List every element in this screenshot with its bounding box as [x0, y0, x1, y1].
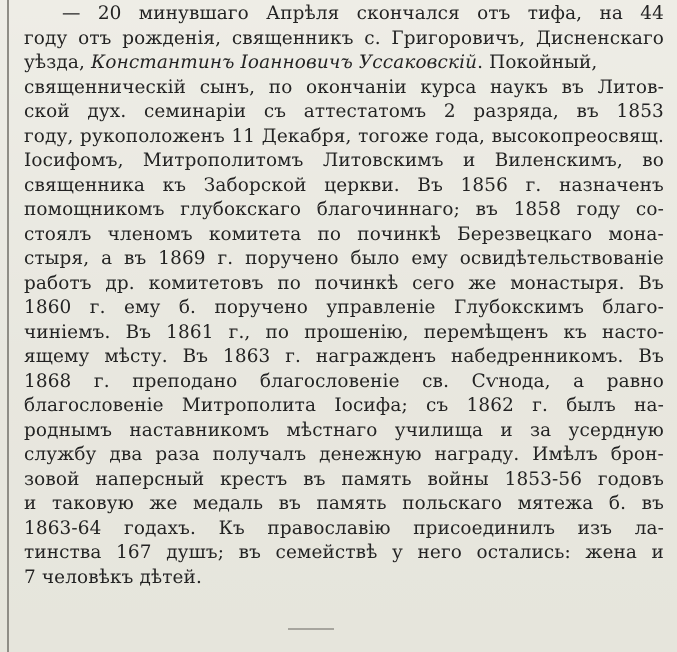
word: въ: [278, 493, 301, 514]
word: аттестатомъ: [303, 101, 427, 122]
article-line-16: [24, 370, 664, 395]
word: св.: [422, 370, 450, 392]
word: присоединилъ: [413, 517, 556, 539]
word: монастыря.: [510, 272, 625, 294]
word: 1862: [466, 395, 514, 416]
word: къ: [162, 174, 187, 196]
article-line-15: [24, 345, 664, 370]
word: наперсный: [95, 468, 205, 490]
word: мона-: [608, 223, 664, 245]
word: и: [651, 542, 664, 563]
word: тогоже: [358, 125, 429, 147]
word: скончался: [356, 3, 460, 24]
word: жена: [585, 542, 637, 563]
article-line-12: [24, 272, 664, 297]
word: церкви.: [324, 174, 400, 196]
word: Митрополитомъ: [142, 150, 304, 171]
word: Іосифомъ,: [24, 150, 124, 171]
word: —: [62, 3, 81, 24]
word: др.: [105, 272, 135, 294]
word: благословеніе: [24, 395, 164, 416]
word: роднымъ: [24, 419, 113, 441]
word: ла-: [634, 517, 664, 539]
word: съ: [263, 101, 287, 122]
word: священническій: [24, 76, 187, 98]
word: дух.: [87, 101, 127, 122]
word: минувшаго: [138, 3, 249, 24]
word: Заборской: [203, 174, 307, 196]
word: въ: [561, 76, 585, 98]
article-line-19: [24, 443, 664, 468]
word: благословеніе: [259, 370, 400, 392]
word: священника: [24, 174, 145, 196]
word: а: [101, 248, 113, 269]
word: въ: [641, 493, 664, 514]
word: поручено: [214, 297, 308, 318]
word: г.: [532, 395, 548, 416]
word: наукъ: [490, 76, 549, 98]
word: Дисненскаго: [535, 27, 664, 49]
word: рукоположенъ: [80, 125, 225, 147]
word: 1863-64: [24, 517, 102, 539]
word: перемѣщенъ: [423, 321, 549, 343]
word: въ: [576, 101, 599, 122]
word: г.: [217, 248, 234, 269]
word: насто-: [602, 321, 664, 343]
word: священникъ: [231, 27, 354, 49]
line-text: . Покойный,: [477, 52, 598, 73]
word: починкѣ: [357, 223, 441, 245]
word: г.,: [228, 321, 251, 343]
article-line-3: [24, 51, 664, 76]
word: 1869: [158, 248, 206, 269]
word: на-: [634, 395, 664, 416]
word: зовой: [24, 468, 80, 490]
word: ящему: [24, 346, 90, 367]
word: въ: [303, 468, 326, 490]
word: Березвецкаго: [457, 223, 593, 245]
word: 1853: [616, 101, 664, 122]
word: 1853-56: [504, 468, 583, 490]
word: же: [468, 272, 497, 294]
word: денежную: [319, 444, 422, 465]
word: и: [24, 493, 37, 514]
word: отъ: [78, 27, 112, 49]
word: г.: [525, 174, 542, 196]
word: ской: [24, 101, 70, 122]
word: г.: [89, 297, 106, 318]
word: сынъ,: [199, 76, 256, 98]
word: на: [599, 3, 623, 24]
word: получалъ: [212, 444, 307, 465]
word: Въ: [125, 321, 152, 343]
word: чиніемъ.: [24, 321, 111, 343]
word: Въ: [417, 174, 443, 196]
word: православію: [267, 517, 391, 539]
word: Въ: [638, 272, 664, 294]
word: году: [24, 27, 68, 49]
word: Литов-: [597, 76, 664, 98]
word: назначенъ: [559, 174, 664, 196]
word: работъ: [24, 272, 92, 294]
word: за: [530, 419, 552, 441]
word: 1856: [460, 174, 508, 196]
word: въ: [124, 248, 147, 269]
word: мѣстнаго: [286, 419, 378, 441]
article-line-5: [24, 100, 664, 125]
word: г.: [285, 346, 302, 367]
word: по: [265, 321, 290, 343]
word: г.: [93, 370, 110, 392]
word: ему: [123, 297, 161, 318]
word: раза: [155, 444, 200, 465]
word: окончаніи: [306, 76, 407, 98]
word: же: [149, 493, 178, 514]
word: годахъ.: [124, 517, 197, 539]
word: остались:: [476, 542, 571, 563]
word: набедренникомъ.: [450, 346, 624, 367]
word: Въ: [638, 346, 664, 367]
word: 1861: [166, 321, 214, 343]
word: память: [316, 493, 387, 514]
word: Виленскимъ,: [494, 150, 623, 171]
word: б.: [178, 297, 197, 318]
word: стоялъ: [24, 223, 92, 245]
word: с.: [364, 27, 381, 49]
word: Сѵнода,: [471, 370, 551, 392]
article-line-14: [24, 321, 664, 346]
word: училища: [394, 419, 484, 441]
article-line-22: [24, 517, 664, 542]
word: наставникомъ: [129, 419, 270, 441]
line-text: уѣзда,: [24, 52, 85, 73]
word: разряда,: [473, 101, 559, 122]
word: со-: [635, 199, 664, 220]
word: по: [277, 272, 301, 294]
word: а: [573, 370, 585, 392]
word: Литовскимъ: [322, 150, 444, 171]
word: было: [350, 248, 400, 269]
word: изъ: [577, 517, 613, 539]
word: по: [317, 223, 342, 245]
word: Въ: [182, 346, 209, 367]
word: Декабря,: [261, 125, 352, 147]
word: по: [268, 76, 293, 98]
word: починкѣ: [314, 272, 399, 294]
article-line-8: [24, 174, 664, 199]
word: былъ: [566, 395, 616, 416]
word: брон-: [610, 444, 664, 465]
article-line-13: [24, 296, 664, 321]
article-line-6: [24, 125, 664, 150]
word: 1863: [223, 346, 271, 367]
word: помощникомъ: [24, 199, 165, 220]
word: управленіе: [326, 297, 436, 318]
word: 11: [231, 125, 256, 147]
word: Митрополита: [181, 395, 317, 416]
word: польскаго: [402, 493, 503, 514]
word: награду.: [434, 444, 520, 465]
line-text: 7 человѣкъ дѣтей.: [24, 566, 202, 588]
word: награжденъ: [315, 346, 437, 367]
article-line-11: [24, 247, 664, 272]
word: съ: [426, 395, 449, 416]
word: ему: [411, 248, 448, 269]
word: глубокскаго: [180, 199, 302, 220]
word: него: [417, 542, 462, 563]
obituary-article: [24, 2, 664, 590]
word: тинства: [24, 542, 102, 563]
word: къ: [563, 321, 587, 343]
article-line-1: [24, 2, 664, 27]
word: Глубокскимъ: [453, 297, 585, 318]
word: Имѣлъ: [532, 444, 598, 465]
word: семинаріи: [143, 101, 247, 122]
word: службу: [24, 444, 97, 465]
word: равно: [606, 370, 664, 392]
word: въ: [475, 199, 499, 220]
word: 1868: [24, 370, 72, 392]
left-column-rule: [7, 0, 9, 652]
word: Къ: [218, 517, 245, 539]
word: благочиннаго;: [316, 199, 460, 220]
word: и: [462, 150, 476, 171]
word: семействѣ: [275, 542, 378, 563]
word: комитетовъ: [148, 272, 264, 294]
word: тифа,: [527, 3, 583, 24]
article-line-7: [24, 149, 664, 174]
article-line-24: [24, 566, 664, 591]
word: преподано: [132, 370, 238, 392]
word: Іосифа;: [334, 395, 408, 416]
word: 2: [443, 101, 456, 122]
word: душъ;: [166, 542, 225, 563]
word: году,: [24, 125, 74, 147]
word: поручено: [245, 248, 339, 269]
word: года,: [435, 125, 485, 147]
word: память: [341, 468, 412, 490]
end-of-article-dash: [288, 628, 334, 630]
word: прошенію,: [304, 321, 409, 343]
word: Апрѣля: [266, 3, 340, 24]
word: войны: [427, 468, 489, 490]
article-line-18: [24, 419, 664, 444]
word: высокопреосвящ.: [491, 125, 664, 147]
word: въ: [238, 542, 261, 563]
word: усердную: [568, 419, 664, 441]
word: 20: [97, 3, 122, 24]
word: во: [642, 150, 664, 171]
article-line-9: [24, 198, 664, 223]
word: рожденія,: [122, 27, 222, 49]
word: Григоровичъ,: [391, 27, 526, 49]
word: стыря,: [24, 248, 90, 269]
article-line-10: [24, 223, 664, 248]
article-line-17: [24, 394, 664, 419]
article-line-2: [24, 27, 664, 52]
article-line-4: [24, 76, 664, 101]
article-line-20: [24, 468, 664, 493]
word: у: [391, 542, 403, 563]
word: членомъ: [107, 223, 193, 245]
word: два: [109, 444, 143, 465]
word: мятежа: [517, 493, 594, 514]
word: медаль: [193, 493, 264, 514]
word: и: [500, 419, 513, 441]
priest-name: Константинъ Іоанновичъ Уссаковскій: [90, 52, 478, 73]
article-line-23: [24, 541, 664, 566]
word: отъ: [477, 3, 511, 24]
word: таковую: [51, 493, 134, 514]
word: б.: [608, 493, 627, 514]
word: сего: [412, 272, 455, 294]
word: годовъ: [597, 468, 664, 490]
word: 44: [640, 3, 664, 24]
word: благо-: [602, 297, 664, 318]
word: 1860: [24, 297, 72, 318]
word: 167: [116, 542, 152, 563]
word: 1858: [513, 199, 562, 220]
article-line-21: [24, 492, 664, 517]
word: освидѣтельствованіе: [459, 248, 664, 269]
word: году: [576, 199, 621, 220]
word: курса: [420, 76, 477, 98]
word: комитета: [208, 223, 302, 245]
word: крестъ: [220, 468, 288, 490]
word: мѣсту.: [104, 346, 168, 367]
